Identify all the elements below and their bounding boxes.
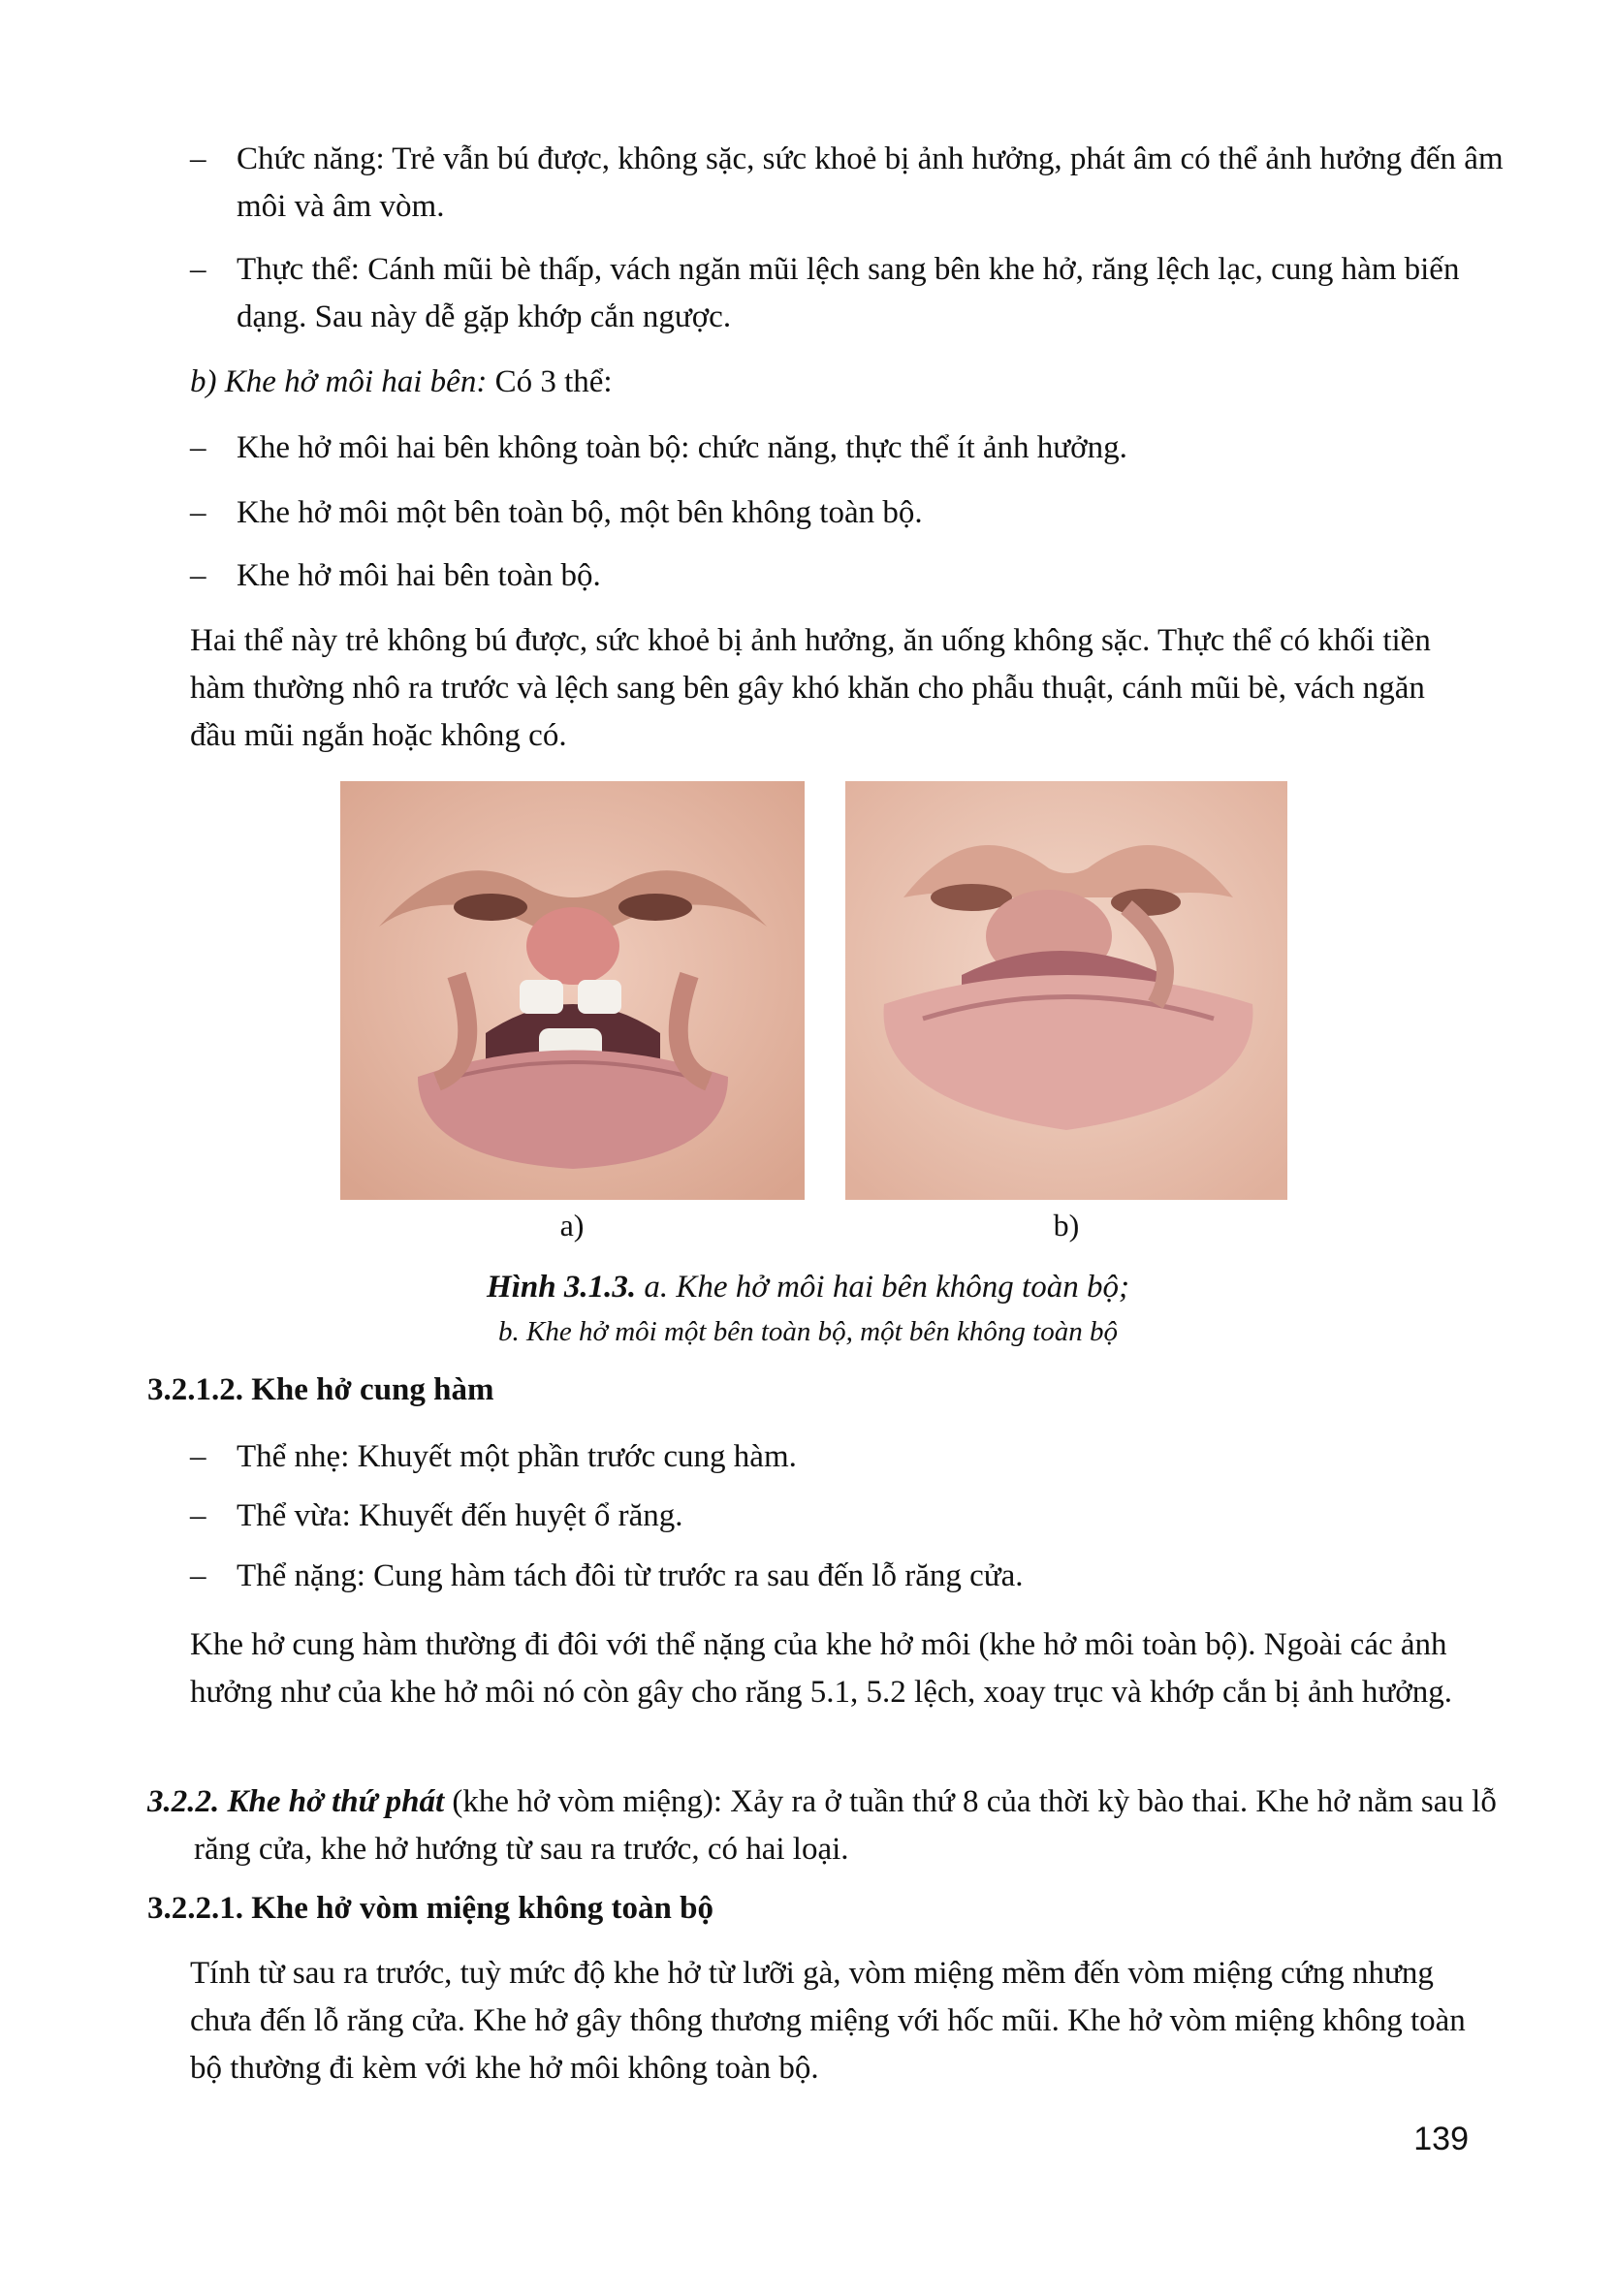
bullet-label: Thực thể: — [237, 252, 360, 287]
bullet-label: Thể vừa: — [237, 1498, 351, 1533]
paragraph-vom-mieng: Tính từ sau ra trước, tuỳ mức độ khe hở từ lưỡi gà, vòm miệng mềm đến vòm miệng cứng nhưng chưa đến lỗ răng cửa. Khe hở gây thông thương miệng với hốc mũi. Khe hở vòm miệng không toàn bộ thường đi kèm với khe hở môi không toàn bộ. — [190, 1956, 1466, 2086]
section-title-3221: 3.2.2.1. Khe hở vòm miệng không toàn bộ — [147, 1891, 713, 1926]
figure-photo-a — [340, 781, 805, 1200]
bullet-dash: – — [190, 430, 206, 465]
section-322-text: (khe hở vòm miệng): Xảy ra ở tuần thứ 8 của thời kỳ bào thai. Khe hở nằm sau lỗ răng cửa, khe hở hướng từ sau ra trước, có hai loại. — [194, 1784, 1497, 1867]
bullet-dash: – — [190, 495, 206, 530]
list-item — [190, 1553, 1516, 1600]
lip-photo-b-illustration — [845, 781, 1287, 1200]
figure-label-a: a) — [559, 1208, 585, 1242]
bullet-label: Thể nặng: — [237, 1558, 365, 1593]
bullet-chuc-nang — [190, 136, 1516, 231]
paragraph-two-types: Hai thể này trẻ không bú được, sức khoẻ bị ảnh hưởng, ăn uống không sặc. Thực thể có khối tiền hàm thường nhô ra trước và lệch sang bên gây khó khăn cho phẫu thuật, cánh mũi bè, vách ngăn đầu mũi ngắn hoặc không có. — [190, 623, 1431, 753]
bullet-dash: – — [190, 1558, 206, 1593]
figure-photo-b — [845, 781, 1287, 1200]
list-item — [190, 552, 1516, 600]
section-322 — [147, 1778, 1516, 1873]
bullet-text: Cung hàm tách đôi từ trước ra sau đến lỗ răng cửa. — [364, 1558, 1024, 1593]
list-item — [190, 1433, 1516, 1481]
list-item — [190, 1493, 1516, 1540]
bullet-label: Thể nhẹ: — [237, 1439, 350, 1474]
list-item — [190, 489, 1516, 537]
bullet-dash: – — [190, 1498, 206, 1533]
section-title-3212: 3.2.1.2. Khe hở cung hàm — [147, 1372, 494, 1407]
subheading-b — [190, 359, 1470, 406]
section-title-322: 3.2.2. Khe hở thứ phát — [147, 1784, 445, 1819]
bullet-text: Khuyết một phần trước cung hàm. — [349, 1439, 797, 1474]
figure-caption-line2: b. Khe hở môi một bên toàn bộ, một bên không toàn bộ — [498, 1316, 1118, 1347]
list-item-text: Khe hở môi hai bên không toàn bộ: chức năng, thực thể ít ảnh hưởng. — [237, 430, 1127, 465]
figure-caption-number: Hình 3.1.3. — [487, 1270, 637, 1305]
bullet-dash: – — [190, 142, 206, 176]
figure-label-b: b) — [1053, 1208, 1080, 1242]
lip-photo-a-illustration — [340, 781, 805, 1200]
list-item — [190, 425, 1516, 472]
paragraph-cung-ham: Khe hở cung hàm thường đi đôi với thể nặng của khe hở môi (khe hở môi toàn bộ). Ngoài các ảnh hưởng như của khe hở môi nó còn gây cho răng 5.1, 5.2 lệch, xoay trục và khớp cắn bị ảnh hưởng. — [190, 1627, 1452, 1710]
bullet-dash: – — [190, 558, 206, 593]
list-item-text: Khe hở môi hai bên toàn bộ. — [237, 558, 601, 593]
figure-caption-text: a. Khe hở môi hai bên không toàn bộ; — [636, 1270, 1129, 1305]
page-number: 139 — [1413, 2121, 1469, 2157]
bullet-dash: – — [190, 252, 206, 287]
bullet-label: Chức năng: — [237, 142, 385, 176]
bullet-text: Trẻ vẫn bú được, không sặc, sức khoẻ bị ảnh hưởng, phát âm có thể ảnh hưởng đến âm môi và âm vòm. — [237, 142, 1504, 224]
subheading-text: Có 3 thể: — [487, 364, 613, 399]
list-item-text: Khe hở môi một bên toàn bộ, một bên không toàn bộ. — [237, 495, 923, 530]
figure-caption-line1 — [291, 1270, 1325, 1305]
bullet-text: Khuyết đến huyệt ổ răng. — [350, 1498, 683, 1533]
bullet-text: Cánh mũi bè thấp, vách ngăn mũi lệch sang bên khe hở, răng lệch lạc, cung hàm biến dạng. Sau này dễ gặp khớp cắn ngược. — [237, 252, 1460, 334]
subheading-label: b) Khe hở môi hai bên: — [190, 364, 488, 399]
bullet-dash: – — [190, 1439, 206, 1474]
bullet-thuc-the — [190, 246, 1516, 341]
